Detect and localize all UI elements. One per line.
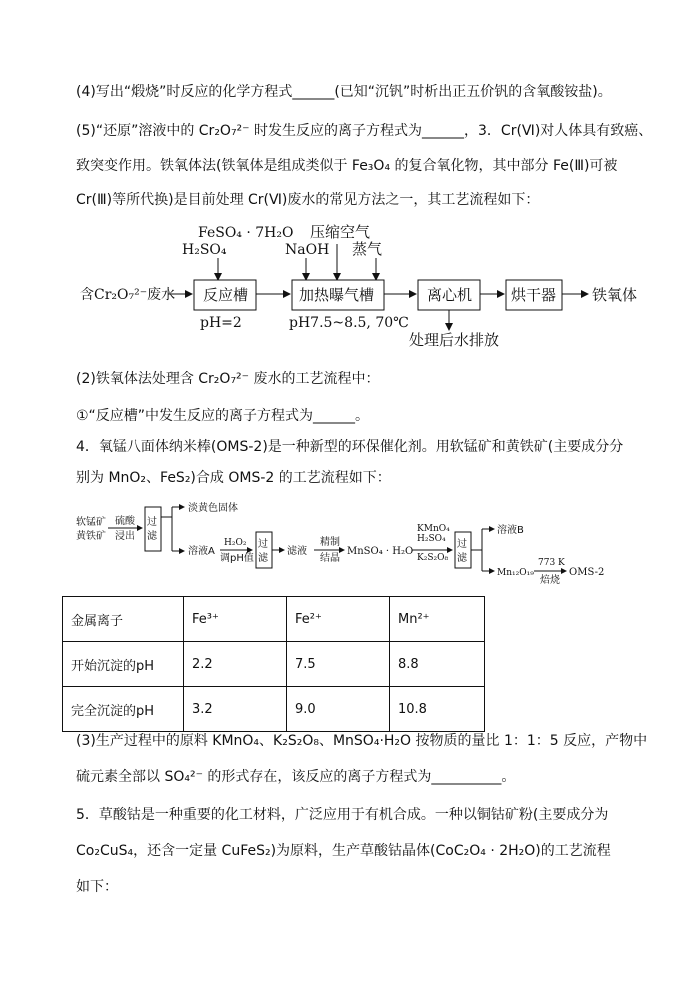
table-row [63, 687, 485, 732]
table-header-row [63, 597, 485, 642]
flow2-filter1-a: 过 [147, 517, 157, 528]
flow2-filter2-a: 过 [258, 539, 268, 550]
flow-diagram-cr [0, 218, 696, 358]
flow2-solA: 溶液A [188, 546, 215, 557]
flow2-filter2-b: 滤 [258, 553, 268, 564]
q3-2-line: (2)铁氧体法处理含 Cr₂O₇²⁻ 废水的工艺流程中： [76, 371, 380, 387]
table-cell: 10.8 [390, 687, 485, 732]
flow2-cryst: 结晶 [320, 553, 340, 564]
flow2-acid: 硫酸 [115, 516, 135, 527]
flow2-solid: 淡黄色固体 [188, 503, 238, 514]
q4-line-b: 别为 MnO₂、FeS₂)合成 OMS-2 的工艺流程如下： [76, 470, 391, 486]
q4-line-a: 4．氧锰八面体纳米棒(OMS-2)是一种新型的环保催化剂。用软锰矿和黄铁矿(主要成分分 [76, 439, 624, 455]
flow2-h2o2: H₂O₂ [224, 538, 247, 548]
flow1-reagent-naoh: NaOH [285, 242, 330, 258]
flow1-cond-ph2: pH=2 [200, 315, 242, 331]
flow1-reagent-air: 压缩空气 [310, 223, 371, 241]
q4-5-line-a: (5)“还原”溶液中的 Cr₂O₇²⁻ 时发生反应的离子方程式为______，3．Cr(Ⅵ)对人体具有致癌、 [76, 123, 653, 139]
flow1-cond-ph75: pH7.5~8.5, 70℃ [289, 315, 409, 331]
flow2-k2s2o8: K₂S₂O₈ [417, 553, 449, 563]
q4-4-line: (4)写出“煅烧”时反应的化学方程式______(已知“沉钒”时析出正五价钒的含氧酸铵盐)。 [76, 84, 612, 100]
q5-line-a: 5．草酸钴是一种重要的化工材料，广泛应用于有机合成。一种以铜钴矿粉(主要成分为 [76, 807, 609, 823]
table-cell: 8.8 [390, 642, 485, 687]
q4-3-line-b: 硫元素全部以 SO₄²⁻ 的形式存在，该反应的离子方程式为__________。 [76, 769, 516, 785]
table-cell: 开始沉淀的pH [63, 642, 184, 687]
q4-3-line-a: (3)生产过程中的原料 KMnO₄、K₂S₂O₈、MnSO₄·H₂O 按物质的量比 1：1：5 反应，产物中 [76, 733, 648, 749]
flow1-box-aeration-label: 加热曝气槽 [299, 286, 375, 304]
table-header-cell: 金属离子 [63, 597, 184, 642]
q3-2-1-line: ①“反应槽”中发生反应的离子方程式为______。 [76, 408, 370, 424]
table-row [63, 642, 485, 687]
flow1-product: 铁氧体 [592, 286, 638, 304]
flow2-mnso4: MnSO₄ · H₂O [347, 546, 414, 557]
flow2-kmno4: KMnO₄ [417, 524, 450, 534]
flow2-h2so4: H₂SO₄ [417, 534, 446, 544]
flow2-temp: 773 K [538, 558, 565, 568]
flow2-adjust: 调pH值 [220, 553, 254, 564]
flow2-raw2: 黄铁矿 [76, 531, 106, 542]
table-cell: 完全沉淀的pH [63, 687, 184, 732]
flow-diagram-oms [0, 497, 696, 587]
table-header-cell: Fe²⁺ [287, 597, 390, 642]
q4-5-line-b: 致突变作用。铁氧体法(铁氧体是组成类似于 Fe₃O₄ 的复合氧化物，其中部分 Fe(Ⅲ)可被 [76, 158, 618, 174]
flow1-reagent-steam: 蒸气 [352, 240, 383, 258]
flow2-leach: 浸出 [115, 531, 135, 542]
flow1-box-centrifuge-label: 离心机 [427, 286, 473, 304]
flow1-reagent-h2so4: H₂SO₄ [182, 242, 227, 258]
table-cell: 7.5 [287, 642, 390, 687]
flow2-filter3-a: 过 [457, 539, 467, 550]
table-cell: 2.2 [184, 642, 287, 687]
flow1-feed: 含Cr₂O₇²⁻废水 [80, 287, 176, 303]
table-header-cell: Fe³⁺ [184, 597, 287, 642]
flow2-raw1: 软锰矿 [76, 517, 106, 528]
precipitation-ph-table [62, 596, 485, 732]
flow1-reagent-feso4: FeSO₄ · 7H₂O [198, 225, 294, 241]
flow1-box-dryer-label: 烘干器 [511, 286, 557, 304]
q5-line-b: Co₂CuS₄，还含一定量 CuFeS₂)为原料，生产草酸钴晶体(CoC₂O₄ · 2H₂O)的工艺流程 [76, 843, 611, 859]
flow2-filter1 [145, 507, 161, 551]
flow2-filter1-b: 滤 [147, 531, 157, 542]
flow2-refine: 精制 [320, 537, 340, 548]
flow2-oms: OMS-2 [569, 567, 605, 578]
flow2-filter3-b: 滤 [457, 553, 467, 564]
flow1-box-reactor-label: 反应槽 [203, 286, 249, 304]
q5-line-c: 如下： [76, 879, 118, 895]
flow1-out-water: 处理后水排放 [409, 331, 500, 349]
flow2-filtrate: 滤液 [287, 546, 307, 557]
table-header-cell: Mn²⁺ [390, 597, 485, 642]
table-cell: 3.2 [184, 687, 287, 732]
flow2-roast: 焙烧 [540, 575, 560, 586]
q4-5-line-c: Cr(Ⅲ)等所代换)是目前处理 Cr(Ⅵ)废水的常见方法之一，其工艺流程如下： [76, 192, 540, 208]
flow2-solB: 溶液B [497, 525, 524, 536]
table-cell: 9.0 [287, 687, 390, 732]
flow2-mn12: Mn₁₂O₁₉ [497, 568, 534, 578]
